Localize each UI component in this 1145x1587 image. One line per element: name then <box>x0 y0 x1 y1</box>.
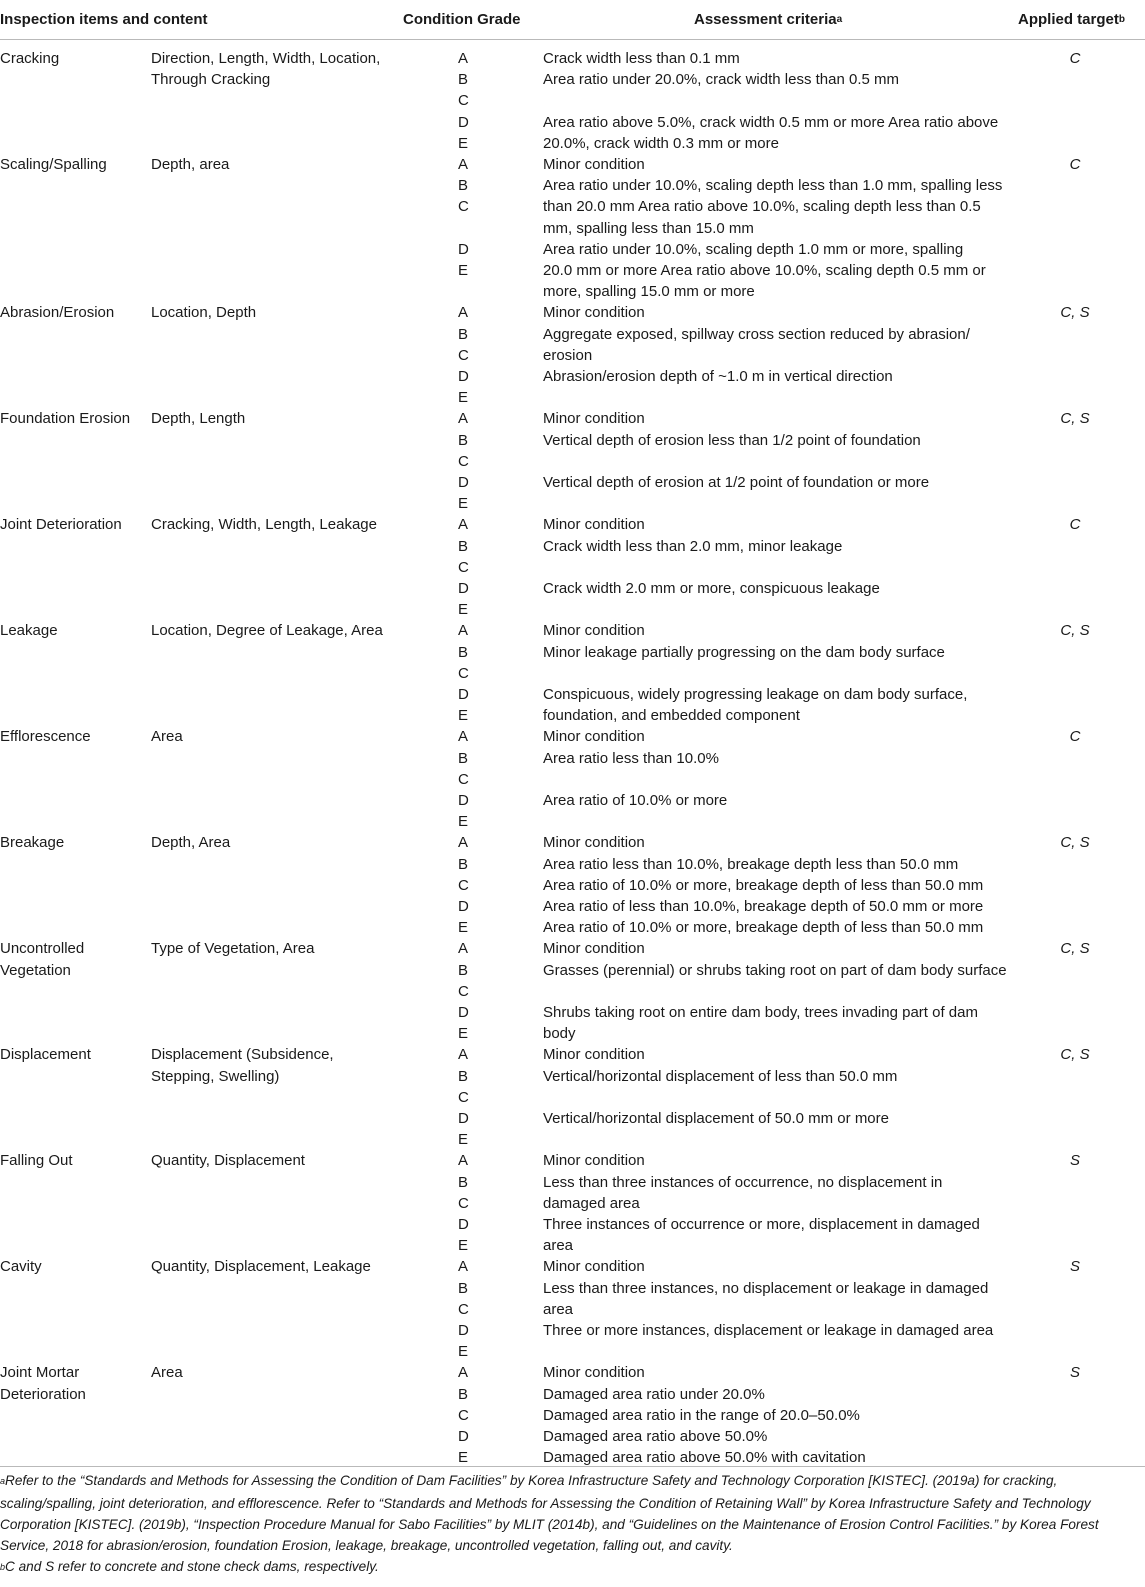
condition-grades <box>458 1150 488 1256</box>
inspection-item: Falling Out <box>0 1152 73 1170</box>
applied-target: S <box>1069 1258 1080 1276</box>
condition-grades <box>458 154 488 302</box>
criteria-line: Area ratio of 10.0% or more, breakage depth of less than 50.0 mm <box>543 919 984 937</box>
applied-target: C <box>1069 156 1081 173</box>
criteria-line: Minor condition <box>543 622 645 640</box>
table-row <box>0 620 1145 726</box>
criteria-line: than 20.0 mm Area ratio above 10.0%, scaling depth less than 0.5 <box>543 198 981 216</box>
condition-grade: D <box>458 685 469 703</box>
footnote-b-marker: b <box>1118 14 1125 25</box>
inspection-item: Cavity <box>0 1258 42 1276</box>
inspection-item: Uncontrolled Vegetation <box>0 940 85 979</box>
criteria-line: Shrubs taking root on entire dam body, trees invading part of dam <box>543 1003 978 1021</box>
criteria-line: Conspicuous, widely progressing leakage on dam body surface, <box>543 685 968 703</box>
footnote-a-marker: a <box>836 14 843 25</box>
condition-grade: B <box>458 1385 469 1403</box>
criteria-line: Area ratio of 10.0% or more <box>543 791 728 809</box>
condition-grade: A <box>458 156 469 173</box>
criteria-line: Minor condition <box>543 304 645 322</box>
condition-grade: D <box>458 113 469 131</box>
condition-grade: C <box>458 1194 469 1212</box>
table-row <box>0 1044 1145 1150</box>
criteria-line: Area ratio of 10.0% or more, breakage depth of less than 50.0 mm <box>543 876 984 894</box>
condition-grades <box>458 1362 488 1468</box>
condition-grade: B <box>458 537 469 555</box>
condition-grade: D <box>458 791 469 809</box>
condition-grades <box>458 1256 488 1362</box>
assessment-criteria <box>543 832 1013 938</box>
inspection-item: Scaling/Spalling <box>0 156 107 173</box>
condition-grade: A <box>458 728 469 746</box>
table-row <box>0 48 1145 154</box>
table-row <box>0 514 1145 620</box>
condition-grade: E <box>458 1449 469 1467</box>
criteria-line <box>543 90 1013 111</box>
applied-target: C, S <box>1060 304 1090 322</box>
criteria-line <box>543 1129 1013 1150</box>
condition-grade: C <box>458 1406 469 1424</box>
applied-target: C, S <box>1060 1046 1090 1064</box>
condition-grade: C <box>458 664 469 682</box>
footnote-a-mark: a <box>0 1476 6 1486</box>
condition-grade: A <box>458 410 469 428</box>
criteria-line: 20.0 mm or more Area ratio above 10.0%, scaling depth 0.5 mm or <box>543 261 986 279</box>
criteria-line: Vertical depth of erosion less than 1/2 point of foundation <box>543 431 921 449</box>
condition-grade: E <box>458 919 469 937</box>
condition-grade: C <box>458 1300 469 1318</box>
condition-grade: A <box>458 304 469 322</box>
criteria-line: Minor condition <box>543 410 645 428</box>
criteria-line: area <box>543 1237 574 1255</box>
condition-grade: E <box>458 813 469 831</box>
condition-grade: B <box>458 643 469 661</box>
criteria-line <box>543 1087 1013 1108</box>
condition-grades <box>458 938 488 1044</box>
condition-grade: A <box>458 1364 469 1382</box>
assessment-criteria <box>543 1256 1013 1362</box>
criteria-line: Three or more instances, displacement or leakage in damaged area <box>543 1321 994 1339</box>
criteria-line: area <box>543 1300 574 1318</box>
condition-grades <box>458 408 488 514</box>
criteria-line: Minor condition <box>543 516 645 534</box>
criteria-line <box>543 1341 1013 1362</box>
footnote-b-text: C and S refer to concrete and stone check dams, respectively. <box>5 1559 379 1574</box>
criteria-line: damaged area <box>543 1194 640 1212</box>
assessment-criteria <box>543 620 1013 726</box>
criteria-line: Less than three instances of occurrence, no displacement in <box>543 1173 943 1191</box>
inspection-content: Location, Depth <box>151 304 257 322</box>
inspection-content: Direction, Length, Width, Location, Through Cracking <box>151 50 381 89</box>
footnote-b <box>0 1556 1125 1579</box>
condition-grade: A <box>458 622 469 640</box>
assessment-criteria <box>543 1150 1013 1256</box>
condition-grade: C <box>458 982 469 1000</box>
condition-grade: D <box>458 367 469 385</box>
condition-grade: C <box>458 770 469 788</box>
condition-grade: C <box>458 92 469 110</box>
assessment-criteria <box>543 1362 1013 1468</box>
condition-grade: D <box>458 1003 469 1021</box>
condition-grade: C <box>458 198 469 216</box>
condition-grade: E <box>458 707 469 725</box>
condition-grade: C <box>458 558 469 576</box>
criteria-line: mm, spalling less than 15.0 mm <box>543 219 754 237</box>
table-bottom-rule <box>0 1466 1145 1467</box>
condition-grade <box>458 281 488 302</box>
inspection-item: Efflorescence <box>0 728 91 746</box>
criteria-line: Minor condition <box>543 728 645 746</box>
criteria-line: erosion <box>543 346 593 364</box>
criteria-line: Area ratio above 5.0%, crack width 0.5 mm or more Area ratio above <box>543 113 999 131</box>
criteria-line: Area ratio under 10.0%, scaling depth 1.0 mm or more, spalling <box>543 240 964 258</box>
criteria-line <box>543 557 1013 578</box>
footnote-a-text: Refer to the “Standards and Methods for Assessing the Condition of Dam Facilities” by Korea Infrastructure Safety and Technology Corporation [KISTEC]. (2019a) for cracking, scaling/spalling, joint deterioration, and efflorescence. Refer to “Standards and Methods for Assessing the Condition of Retaining Wall” by Korea Infrastructure Safety and Technology Corporation [KISTEC]. (2019b), “Inspection Procedure Manual for Sabo Facilities” by MLIT (2014b), and “Guidelines on the Maintenance of Erosion Control Facilities.” by Korea Forest Service, 2018 for abrasion/erosion, foundation Erosion, leakage, breakage, uncontrolled vegetation, falling out, and cavity. <box>0 1473 1099 1553</box>
applied-target: C, S <box>1060 940 1090 958</box>
inspection-content: Location, Degree of Leakage, Area <box>151 622 383 640</box>
inspection-content: Quantity, Displacement <box>151 1152 305 1170</box>
assessment-criteria <box>543 726 1013 832</box>
applied-target: C, S <box>1060 622 1090 640</box>
criteria-line: Damaged area ratio above 50.0% with cavitation <box>543 1449 866 1467</box>
criteria-line: Three instances of occurrence or more, displacement in damaged <box>543 1215 980 1233</box>
header-applied-target <box>1018 11 1125 28</box>
criteria-line <box>543 387 1013 408</box>
criteria-line <box>543 663 1013 684</box>
inspection-content: Quantity, Displacement, Leakage <box>151 1258 371 1276</box>
condition-grade: A <box>458 940 469 958</box>
inspection-content: Depth, Area <box>151 834 231 852</box>
condition-grades <box>458 302 488 408</box>
condition-grade: E <box>458 1131 469 1149</box>
criteria-line: Damaged area ratio above 50.0% <box>543 1427 768 1445</box>
criteria-line: Vertical/horizontal displacement of less than 50.0 mm <box>543 1067 898 1085</box>
condition-grades <box>458 514 488 620</box>
table-row <box>0 1256 1145 1362</box>
condition-grade: C <box>458 876 469 894</box>
condition-grade: D <box>458 1109 469 1127</box>
condition-grade: E <box>458 1343 469 1361</box>
condition-grade: B <box>458 177 469 195</box>
criteria-line: Minor condition <box>543 1046 645 1064</box>
criteria-line: Crack width less than 0.1 mm <box>543 50 740 67</box>
condition-grade: A <box>458 1046 469 1064</box>
inspection-item: Abrasion/Erosion <box>0 304 115 322</box>
table-row <box>0 1362 1145 1468</box>
condition-grade: A <box>458 1258 469 1276</box>
header-applied-target-label: Applied target <box>1018 11 1119 28</box>
table-row <box>0 154 1145 302</box>
condition-grade: B <box>458 1279 469 1297</box>
applied-target: C, S <box>1060 834 1090 852</box>
condition-grade: B <box>458 71 469 89</box>
inspection-content: Depth, Length <box>151 410 246 428</box>
criteria-line <box>543 493 1013 514</box>
header-inspection-items: Inspection items and content <box>0 11 208 28</box>
condition-grade: D <box>458 897 469 915</box>
criteria-line: Area ratio of less than 10.0%, breakage depth of 50.0 mm or more <box>543 897 984 915</box>
table-row <box>0 938 1145 1044</box>
applied-target: C, S <box>1060 410 1090 428</box>
condition-grade: E <box>458 389 469 407</box>
criteria-line: Grasses (perennial) or shrubs taking root on part of dam body surface <box>543 961 1007 979</box>
footnote-b-mark: b <box>0 1562 6 1572</box>
criteria-line: body <box>543 1025 576 1043</box>
condition-grade: D <box>458 1427 469 1445</box>
header-condition-grade: Condition Grade <box>403 11 521 28</box>
criteria-line: Crack width 2.0 mm or more, conspicuous leakage <box>543 579 880 597</box>
criteria-line: Crack width less than 2.0 mm, minor leakage <box>543 537 843 555</box>
criteria-line: Area ratio under 20.0%, crack width less than 0.5 mm <box>543 71 900 89</box>
applied-target: S <box>1069 1152 1080 1170</box>
inspection-content: Displacement (Subsidence, Stepping, Swelling) <box>151 1046 334 1085</box>
condition-grade: C <box>458 346 469 364</box>
criteria-line <box>543 769 1013 790</box>
condition-grade: A <box>458 516 469 534</box>
criteria-line: Area ratio less than 10.0% <box>543 749 719 767</box>
criteria-line: Damaged area ratio under 20.0% <box>543 1385 765 1403</box>
applied-target: C <box>1069 516 1081 534</box>
condition-grades <box>458 48 488 154</box>
condition-grade: A <box>458 834 469 852</box>
condition-grade: A <box>458 1152 469 1170</box>
criteria-line: Vertical depth of erosion at 1/2 point of foundation or more <box>543 473 930 491</box>
table-body <box>0 48 1145 1468</box>
inspection-item: Foundation Erosion <box>0 410 131 428</box>
criteria-line: Minor condition <box>543 940 645 958</box>
condition-grade <box>458 218 488 239</box>
condition-grade: B <box>458 1173 469 1191</box>
criteria-line <box>543 599 1013 620</box>
criteria-line: Minor condition <box>543 156 645 173</box>
inspection-item: Leakage <box>0 622 58 640</box>
condition-grade: B <box>458 961 469 979</box>
condition-grade: B <box>458 1067 469 1085</box>
criteria-line: Damaged area ratio in the range of 20.0–50.0% <box>543 1406 860 1424</box>
assessment-criteria <box>543 408 1013 514</box>
table-row <box>0 832 1145 938</box>
condition-grade: A <box>458 50 469 67</box>
inspection-item: Cracking <box>0 50 60 67</box>
condition-grade: D <box>458 473 469 491</box>
assessment-criteria <box>543 48 1013 154</box>
header-assessment-criteria-label: Assessment criteria <box>694 11 837 28</box>
criteria-line: more, spalling 15.0 mm or more <box>543 283 755 301</box>
footnotes <box>0 1470 1125 1579</box>
condition-grade: B <box>458 749 469 767</box>
inspection-content: Depth, area <box>151 156 230 173</box>
table-header <box>0 0 1145 40</box>
condition-grade: B <box>458 325 469 343</box>
condition-grade: D <box>458 1321 469 1339</box>
inspection-content: Cracking, Width, Length, Leakage <box>151 516 377 534</box>
criteria-line: Area ratio under 10.0%, scaling depth less than 1.0 mm, spalling less <box>543 177 1003 195</box>
assessment-criteria <box>543 1044 1013 1150</box>
applied-target: C <box>1069 50 1081 67</box>
condition-grade: B <box>458 855 469 873</box>
condition-grades <box>458 726 488 832</box>
condition-grades <box>458 620 488 726</box>
criteria-line <box>543 451 1013 472</box>
applied-target: C <box>1069 728 1081 746</box>
footnote-a <box>0 1470 1125 1556</box>
condition-grade: C <box>458 1088 469 1106</box>
condition-grade: B <box>458 431 469 449</box>
condition-grade: E <box>458 134 469 152</box>
criteria-line: Vertical/horizontal displacement of 50.0 mm or more <box>543 1109 889 1127</box>
assessment-criteria <box>543 302 1013 408</box>
criteria-line: 20.0%, crack width 0.3 mm or more <box>543 134 779 152</box>
header-assessment-criteria <box>694 11 842 28</box>
applied-target: S <box>1069 1364 1080 1382</box>
condition-grade: D <box>458 1215 469 1233</box>
criteria-line: Minor condition <box>543 1258 645 1276</box>
assessment-criteria <box>543 938 1013 1044</box>
condition-grade: E <box>458 1025 469 1043</box>
criteria-line: Minor condition <box>543 834 645 852</box>
condition-grade: E <box>458 261 469 279</box>
condition-grade: D <box>458 240 469 258</box>
condition-grades <box>458 1044 488 1150</box>
condition-grade: D <box>458 579 469 597</box>
criteria-line <box>543 811 1013 832</box>
inspection-item: Breakage <box>0 834 65 852</box>
table-row <box>0 302 1145 408</box>
condition-grade: C <box>458 452 469 470</box>
table-row <box>0 726 1145 832</box>
assessment-criteria <box>543 514 1013 620</box>
inspection-content: Area <box>151 728 183 746</box>
criteria-line: foundation, and embedded component <box>543 707 800 725</box>
table-row <box>0 1150 1145 1256</box>
criteria-line: Minor leakage partially progressing on the dam body surface <box>543 643 945 661</box>
criteria-line <box>543 981 1013 1002</box>
criteria-line: Less than three instances, no displacement or leakage in damaged <box>543 1279 989 1297</box>
condition-grade: E <box>458 601 469 619</box>
condition-grade: E <box>458 1237 469 1255</box>
inspection-item: Joint Deterioration <box>0 516 122 534</box>
inspection-content: Area <box>151 1364 183 1382</box>
criteria-line: Minor condition <box>543 1152 645 1170</box>
criteria-line: Area ratio less than 10.0%, breakage depth less than 50.0 mm <box>543 855 959 873</box>
condition-grades <box>458 832 488 938</box>
assessment-criteria <box>543 154 1013 302</box>
inspection-item: Displacement <box>0 1046 91 1064</box>
inspection-content: Type of Vegetation, Area <box>151 940 315 958</box>
table-row <box>0 408 1145 514</box>
criteria-line: Abrasion/erosion depth of ~1.0 m in vertical direction <box>543 367 893 385</box>
criteria-line: Aggregate exposed, spillway cross section reduced by abrasion/ <box>543 325 970 343</box>
inspection-item: Joint Mortar Deterioration <box>0 1364 86 1403</box>
criteria-line: Minor condition <box>543 1364 645 1382</box>
condition-grade: E <box>458 495 469 513</box>
